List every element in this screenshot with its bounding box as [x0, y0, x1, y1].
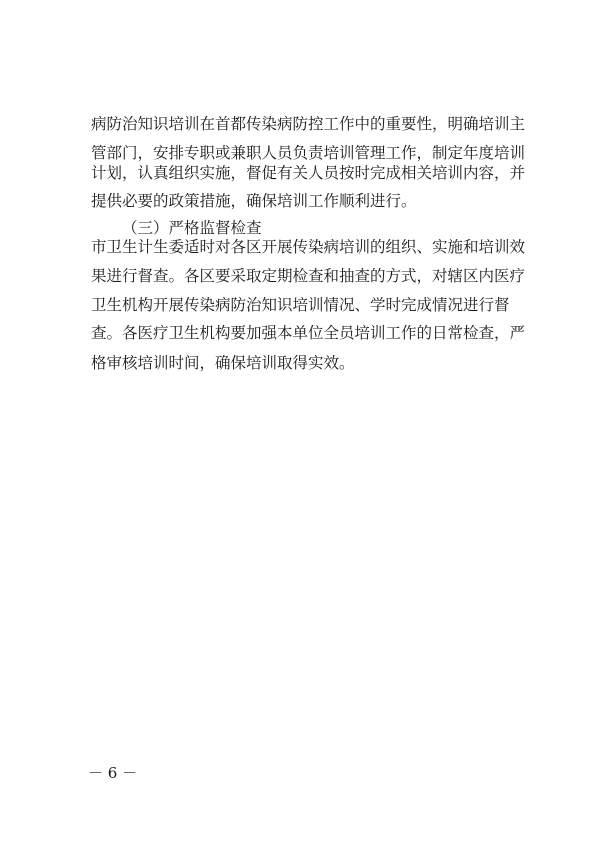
paragraph1-line-3: 计划，认真组织实施，督促有关人员按时完成相关培训内容，并	[91, 164, 526, 182]
section-heading: （三）严格监督检查	[122, 219, 262, 237]
paragraph1-line-2: 管部门，安排专职或兼职人员负责培训管理工作，制定年度培训	[91, 144, 526, 162]
paragraph1-line-4: 提供必要的政策措施，确保培训工作顺利进行。	[91, 192, 417, 210]
paragraph2-line-3: 卫生机构开展传染病防治知识培训情况、学时完成情况进行督	[91, 296, 510, 314]
paragraph2-line-2: 果进行督查。各区要采取定期检查和抽查的方式，对辖区内医疗	[91, 267, 526, 285]
paragraph2-line-1: 市卫生计生委适时对各区开展传染病培训的组织、实施和培训效	[91, 238, 526, 256]
paragraph2-line-5: 格审核培训时间，确保培训取得实效。	[91, 354, 355, 372]
page-number: － 6 －	[88, 764, 138, 782]
paragraph1-line-1: 病防治知识培训在首都传染病防控工作中的重要性，明确培训主	[91, 115, 526, 133]
paragraph2-line-4: 查。各医疗卫生机构要加强本单位全员培训工作的日常检查，严	[91, 324, 526, 342]
